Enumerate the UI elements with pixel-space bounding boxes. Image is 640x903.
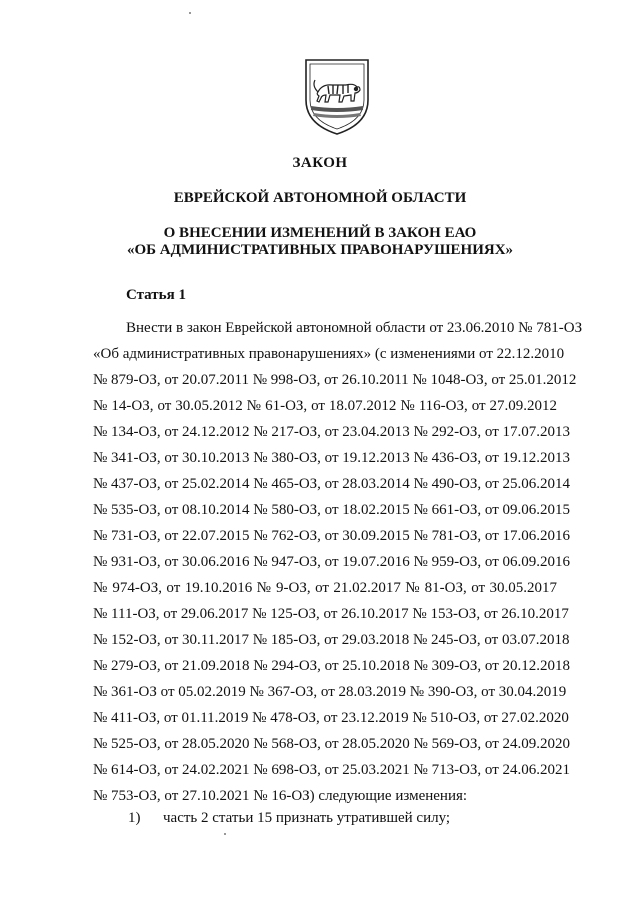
paragraph-line: № 525-ОЗ, от 28.05.2020 № 568-ОЗ, от 28.05.2020 № 569-ОЗ, от 24.09.2020 — [93, 736, 571, 752]
article-heading: Статья 1 — [126, 287, 186, 303]
paragraph-line: № 614-ОЗ, от 24.02.2021 № 698-ОЗ, от 25.03.2021 № 713-ОЗ, от 24.06.2021 — [93, 762, 571, 778]
paragraph-line: № 411-ОЗ, от 01.11.2019 № 478-ОЗ, от 23.12.2019 № 510-ОЗ, от 27.02.2020 — [93, 710, 569, 726]
paragraph-line: № 361-ОЗ от 05.02.2019 № 367-ОЗ, от 28.03.2019 № 390-ОЗ, от 30.04.2019 — [93, 684, 567, 700]
paragraph-line: Внести в закон Еврейской автономной области от 23.06.2010 № 781-ОЗ — [126, 320, 583, 336]
scan-speck — [224, 833, 226, 835]
region-title: ЕВРЕЙСКОЙ АВТОНОМНОЙ ОБЛАСТИ — [173, 190, 467, 206]
document-type-title: ЗАКОН — [292, 155, 348, 171]
paragraph-line: № 152-ОЗ, от 30.11.2017 № 185-ОЗ, от 29.03.2018 № 245-ОЗ, от 03.07.2018 — [93, 632, 570, 648]
paragraph-line: № 731-ОЗ, от 22.07.2015 № 762-ОЗ, от 30.09.2015 № 781-ОЗ, от 17.06.2016 — [93, 528, 571, 544]
list-item-number: 1) — [128, 810, 141, 826]
subject-title-line-2: «ОБ АДМИНИСТРАТИВНЫХ ПРАВОНАРУШЕНИЯХ» — [126, 242, 514, 258]
paragraph-line: № 535-ОЗ, от 08.10.2014 № 580-ОЗ, от 18.02.2015 № 661-ОЗ, от 09.06.2015 — [93, 502, 571, 518]
paragraph-line: № 931-ОЗ, от 30.06.2016 № 947-ОЗ, от 19.07.2016 № 959-ОЗ, от 06.09.2016 — [93, 554, 571, 570]
list-item-text: часть 2 статьи 15 признать утратившей силу; — [163, 810, 451, 826]
paragraph-line: № 753-ОЗ, от 27.10.2021 № 16-ОЗ) следующие изменения: — [93, 788, 468, 804]
paragraph-line: № 279-ОЗ, от 21.09.2018 № 294-ОЗ, от 25.10.2018 № 309-ОЗ, от 20.12.2018 — [93, 658, 571, 674]
coat-of-arms-icon — [302, 56, 372, 138]
paragraph-line: № 437-ОЗ, от 25.02.2014 № 465-ОЗ, от 28.03.2014 № 490-ОЗ, от 25.06.2014 — [93, 476, 571, 492]
scan-speck — [189, 12, 191, 14]
paragraph-line: № 879-ОЗ, от 20.07.2011 № 998-ОЗ, от 26.10.2011 № 1048-ОЗ, от 25.01.2012 — [93, 372, 577, 388]
subject-title-line-1: О ВНЕСЕНИИ ИЗМЕНЕНИЙ В ЗАКОН ЕАО — [163, 225, 477, 241]
paragraph-line: № 14-ОЗ, от 30.05.2012 № 61-ОЗ, от 18.07.2012 № 116-ОЗ, от 27.09.2012 — [93, 398, 557, 414]
paragraph-line: № 111-ОЗ, от 29.06.2017 № 125-ОЗ, от 26.10.2017 № 153-ОЗ, от 26.10.2017 — [93, 606, 569, 622]
paragraph-line: № 341-ОЗ, от 30.10.2013 № 380-ОЗ, от 19.12.2013 № 436-ОЗ, от 19.12.2013 — [93, 450, 571, 466]
paragraph-line: № 974-ОЗ, от 19.10.2016 № 9-ОЗ, от 21.02.2017 № 81-ОЗ, от 30.05.2017 — [93, 580, 557, 596]
paragraph-line: «Об административных правонарушениях» (с изменениями от 22.12.2010 — [93, 346, 565, 362]
paragraph-line: № 134-ОЗ, от 24.12.2012 № 217-ОЗ, от 23.04.2013 № 292-ОЗ, от 17.07.2013 — [93, 424, 571, 440]
